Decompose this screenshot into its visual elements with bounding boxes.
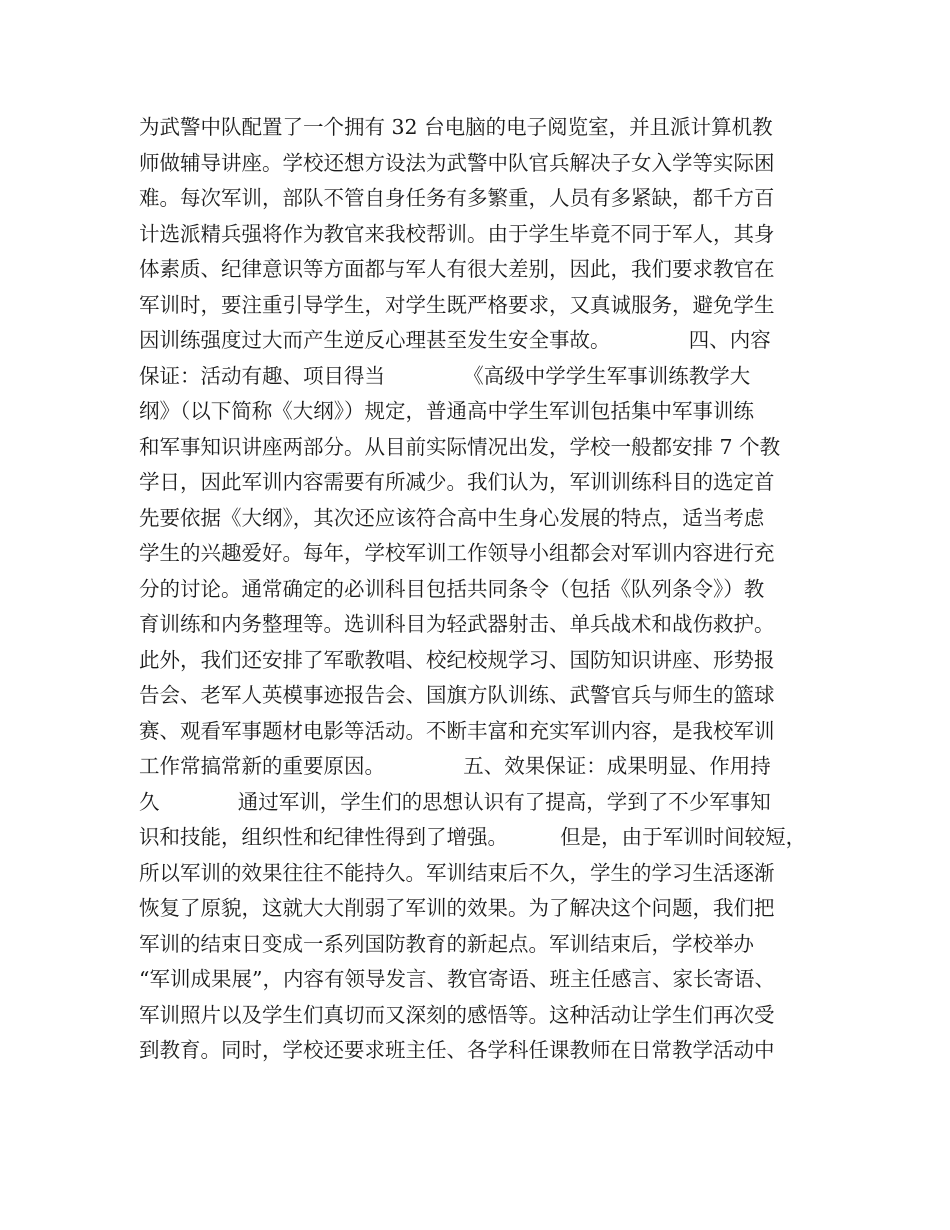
text-line: 此外，我们还安排了军歌教唱、校纪校规学习、国防知识讲座、形势报 [139, 647, 775, 672]
text-line: 军训的结束日变成一系列国防教育的新起点。军训结束后，学校举办 [139, 931, 754, 956]
text-line: 先要依据《大纲》，其次还应该符合高中生身心发展的特点，适当考虑 [139, 505, 765, 530]
text-line: 学日，因此军训内容需要有所减少。我们认为，军训训练科目的选定首 [139, 470, 775, 494]
text-line: 难。每次军训，部队不管自身任务有多繁重，人员有多紧缺，都千方百 [139, 186, 775, 210]
text-line: 识和技能，组织性和纪律性得到了增强。 但是，由于军训时间较短， [139, 825, 807, 849]
text-line: 到教育。同时，学校还要求班主任、各学科任课教师在日常教学活动中 [139, 1038, 775, 1062]
text-line: 久 通过军训，学生们的思想认识有了提高，学到了不少军事知 [139, 789, 771, 814]
text-line: 体素质、纪律意识等方面都与军人有很大差别，因此，我们要求教官在 [139, 257, 775, 281]
text-line: 师做辅导讲座。学校还想方设法为武警中队官兵解决子女入学等实际困 [139, 150, 775, 175]
text-line: “军训成果展”，内容有领导发言、教官寄语、班主任感言、家长寄语、 [139, 967, 775, 991]
text-line: 纲》（以下简称《大纲》）规定，普通高中学生军训包括集中军事训练 [139, 399, 754, 423]
text-line: 计选派精兵强将作为教官来我校帮训。由于学生毕竟不同于军人，其身 [139, 221, 775, 246]
text-line: 分的讨论。通常确定的必训科目包括共同条令（包括《队列条令》）教 [139, 576, 765, 601]
text-line: 军训照片以及学生们真切而又深刻的感悟等。这种活动让学生们再次受 [139, 1002, 775, 1027]
text-line: 工作常搞常新的重要原因。 五、效果保证：成果明显、作用持 [139, 754, 771, 778]
text-line: 恢复了原貌，这就大大削弱了军训的效果。为了解决这个问题，我们把 [139, 896, 775, 920]
text-line: 保证：活动有趣、项目得当 《高级中学学生军事训练教学大 [139, 363, 751, 388]
body-text [139, 110, 829, 1069]
text-line: 学生的兴趣爱好。每年，学校军训工作领导小组都会对军训内容进行充 [139, 541, 775, 565]
text-line: 告会、老军人英模事迹报告会、国旗方队训练、武警官兵与师生的篮球 [139, 683, 775, 707]
text-line: 军训时，要注重引导学生，对学生既严格要求，又真诚服务，避免学生 [139, 292, 775, 317]
text-line: 为武警中队配置了一个拥有 32 台电脑的电子阅览室，并且派计算机教 [139, 115, 773, 139]
text-line: 赛、观看军事题材电影等活动。不断丰富和充实军训内容，是我校军训 [139, 718, 775, 743]
text-line: 和军事知识讲座两部分。从目前实际情况出发，学校一般都安排 7 个教 [139, 434, 781, 459]
text-line: 育训练和内务整理等。选训科目为轻武器射击、单兵战术和战伤救护。 [139, 612, 775, 636]
text-line: 所以军训的效果往往不能持久。军训结束后不久，学生的学习生活逐渐 [139, 860, 775, 885]
text-line: 因训练强度过大而产生逆反心理甚至发生安全事故。 四、内容 [139, 328, 771, 352]
